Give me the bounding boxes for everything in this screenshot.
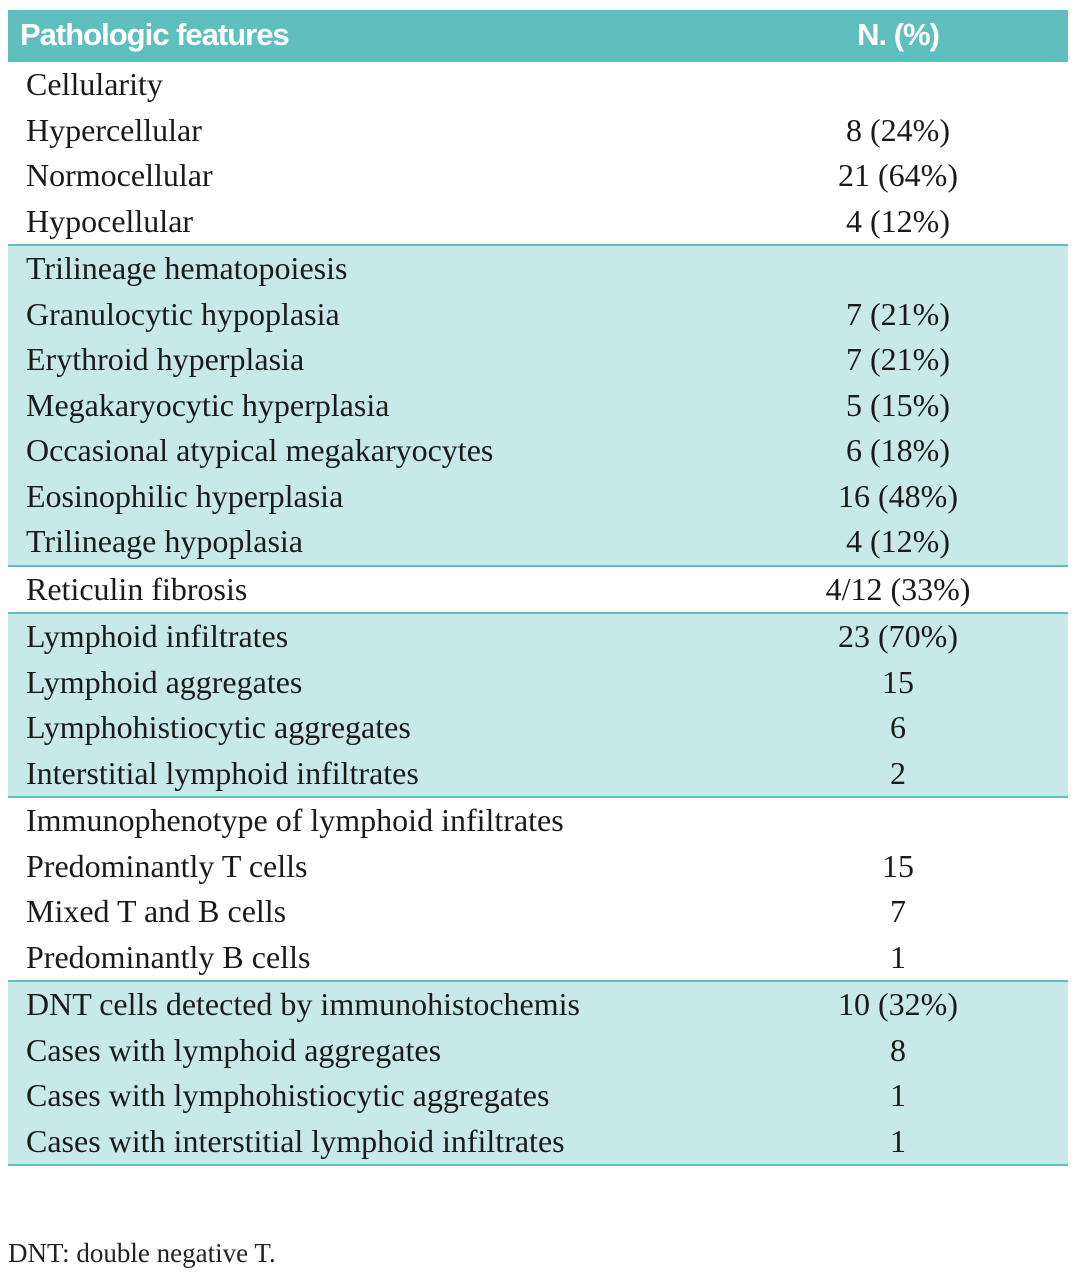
row-label: Trilineage hypoplasia — [26, 523, 303, 559]
table-header — [8, 10, 1068, 62]
row-value: 15 — [882, 847, 914, 884]
row-group — [8, 62, 1068, 246]
table-row — [8, 889, 1068, 935]
row-label: Hypercellular — [26, 111, 202, 148]
row-label: Lymphoid aggregates — [26, 663, 303, 700]
row-value: 16 (48%) — [838, 477, 958, 514]
group-title: Immunophenotype of lymphoid infiltrates — [26, 802, 564, 838]
row-value: 15 — [882, 663, 914, 700]
group-title: Lymphoid infiltrates — [26, 618, 289, 654]
table-row — [8, 519, 1068, 565]
row-value: 1 — [890, 1077, 906, 1113]
row-label: Normocellular — [26, 157, 213, 193]
table-row — [8, 199, 1068, 245]
row-value: 8 (24%) — [846, 111, 950, 148]
row-group — [8, 982, 1068, 1166]
table-row — [8, 108, 1068, 154]
row-value: 5 (15%) — [846, 386, 950, 423]
row-label: Granulocytic hypoplasia — [26, 295, 340, 332]
table-row — [8, 474, 1068, 520]
row-value: 2 — [890, 754, 906, 791]
row-label: Cases with lymphoid aggregates — [26, 1031, 442, 1068]
row-group — [8, 614, 1068, 798]
row-group — [8, 798, 1068, 982]
row-label: Lymphohistiocytic aggregates — [26, 709, 411, 745]
table-row — [8, 428, 1068, 474]
row-group — [8, 567, 1068, 615]
row-value: 8 — [890, 1031, 906, 1068]
row-label: Megakaryocytic hyperplasia — [26, 386, 390, 423]
row-label: Erythroid hyperplasia — [26, 341, 305, 377]
row-label: Cases with lymphohistiocytic aggregates — [26, 1077, 550, 1113]
table-row — [8, 705, 1068, 751]
row-value: 1 — [890, 1122, 906, 1159]
row-label: Predominantly T cells — [26, 847, 308, 884]
column-header-feature: Pathologic features — [20, 17, 289, 52]
group-title: Cellularity — [26, 66, 163, 102]
table-row — [8, 337, 1068, 383]
row-label: Occasional atypical megakaryocytes — [26, 432, 494, 468]
group-title: Trilineage hematopoiesis — [26, 250, 348, 286]
group-title-value: 23 (70%) — [838, 618, 958, 654]
group-title: Reticulin fibrosis — [26, 570, 248, 607]
group-title-value: 10 (32%) — [838, 986, 958, 1022]
group-title-row — [8, 246, 1068, 292]
row-label: Mixed T and B cells — [26, 893, 287, 929]
table-row — [8, 153, 1068, 199]
table-row — [8, 1119, 1068, 1165]
table-row — [8, 292, 1068, 338]
row-value: 7 (21%) — [846, 295, 950, 332]
row-label: Interstitial lymphoid infiltrates — [26, 754, 419, 791]
row-value: 6 — [890, 709, 906, 745]
group-title-row — [8, 798, 1068, 844]
row-group — [8, 246, 1068, 567]
table-body — [8, 62, 1068, 1166]
table-row — [8, 383, 1068, 429]
table-footnote: DNT: double negative T. — [8, 1238, 276, 1268]
table-row — [8, 1028, 1068, 1074]
table-row — [8, 844, 1068, 890]
table-row — [8, 660, 1068, 706]
row-value: 7 — [890, 893, 906, 929]
row-label: Predominantly B cells — [26, 938, 311, 975]
column-header-count: N. (%) — [857, 17, 939, 52]
row-label: Cases with interstitial lymphoid infiltrates — [26, 1122, 565, 1159]
group-title-value: 4/12 (33%) — [825, 570, 971, 607]
row-value: 4 (12%) — [846, 523, 950, 559]
group-title-row — [8, 982, 1068, 1028]
group-title: DNT cells detected by immunohistochemis — [26, 986, 580, 1022]
row-value: 6 (18%) — [846, 432, 950, 468]
row-value: 21 (64%) — [838, 157, 958, 193]
row-label: Eosinophilic hyperplasia — [26, 477, 344, 514]
row-value: 7 (21%) — [846, 341, 950, 377]
group-title-row — [8, 614, 1068, 660]
table-row — [8, 1073, 1068, 1119]
row-label: Hypocellular — [26, 202, 194, 239]
table-row — [8, 751, 1068, 797]
table-row — [8, 935, 1068, 981]
pathologic-features-table — [8, 10, 1068, 1166]
row-value: 1 — [890, 938, 906, 975]
row-value: 4 (12%) — [846, 202, 950, 239]
group-title-row — [8, 62, 1068, 108]
group-title-row — [8, 567, 1068, 613]
